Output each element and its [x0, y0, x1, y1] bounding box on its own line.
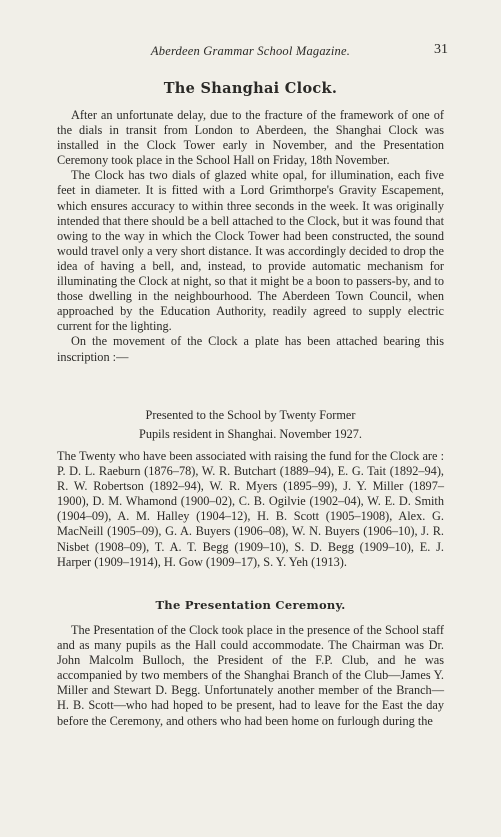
running-header	[0, 44, 501, 64]
inscription-line: Pupils resident in Shanghai. November 1927.	[138, 427, 363, 441]
article-title: The Shanghai Clock.	[163, 80, 338, 97]
inscription-line: Presented to the School by Twenty Former	[145, 408, 356, 422]
paragraph: The Presentation of the Clock took place in the presence of the School staff and as many pupils as the Hall could accommodate. The Chairman was Dr. John Malcolm Bulloch, the President of the F.P. Club, and he was accompanied by two members of the Shanghai Branch of the Club—James Y. Miller and Stewart D. Begg. Unfortunately another member of the Branch—H. B. Scott—who had hoped to be present, had to leave for the East the day before the Ceremony, and others who had been home on furlough during the	[57, 623, 444, 728]
subscribers-text-block	[57, 449, 444, 570]
section-title: The Presentation Ceremony.	[155, 598, 346, 612]
inscription	[0, 406, 501, 444]
page-number: 31	[434, 42, 448, 57]
paragraph: On the movement of the Clock a plate has been attached bearing this inscription :—	[57, 334, 444, 364]
intro-text-block	[57, 108, 444, 365]
paragraph: The Clock has two dials of glazed white opal, for illumination, each five feet in diameter. It is fitted with a Lord Grimthorpe's Gravity Escapement, which ensures accuracy to within three seconds in the week. It was originally intended that there should be a bell attached to the Clock, but it was found that owing to the way in which the Clock Tower had been constructed, the sound would travel only a very short distance. It was accordingly decided to drop the idea of having a bell, and, instead, to provide automatic mechanism for illuminating the Clock at night, so that it might be a boon to passers-by, and to those dwelling in the neighbourhood. The Aberdeen Town Council, when approached by the Education Authority, readily agreed to supply electric current for the lighting.	[57, 168, 444, 334]
ceremony-text-block	[57, 623, 444, 729]
paragraph: After an unfortunate delay, due to the fracture of the framework of one of the dials in transit from London to Aberdeen, the Shanghai Clock was installed in the Clock Tower early in November, and the Presentation Ceremony took place in the School Hall on Friday, 18th November.	[57, 108, 444, 168]
paragraph: The Twenty who have been associated with raising the fund for the Clock are : P. D. L. Raeburn (1876–78), W. R. Butchart (1889–94), E. G. Tait (1892–94), R. W. Robertson (1892–94), W. R. Myers (1895–99), J. Y. Miller (1897–1900), D. M. Whamond (1900–02), C. B. Ogilvie (1902–04), W. E. D. Smith (1904–09), A. M. Halley (1904–12), H. B. Scott (1905–1908), Alex. G. MacNeill (1905–09), G. A. Buyers (1906–08), W. N. Buyers (1906–10), J. R. Nisbet (1908–09), T. A. T. Begg (1909–10), S. D. Begg (1909–10), E. J. Harper (1909–1914), H. Gow (1909–17), S. Y. Yeh (1913).	[57, 449, 444, 569]
running-title: Aberdeen Grammar School Magazine.	[150, 44, 351, 58]
